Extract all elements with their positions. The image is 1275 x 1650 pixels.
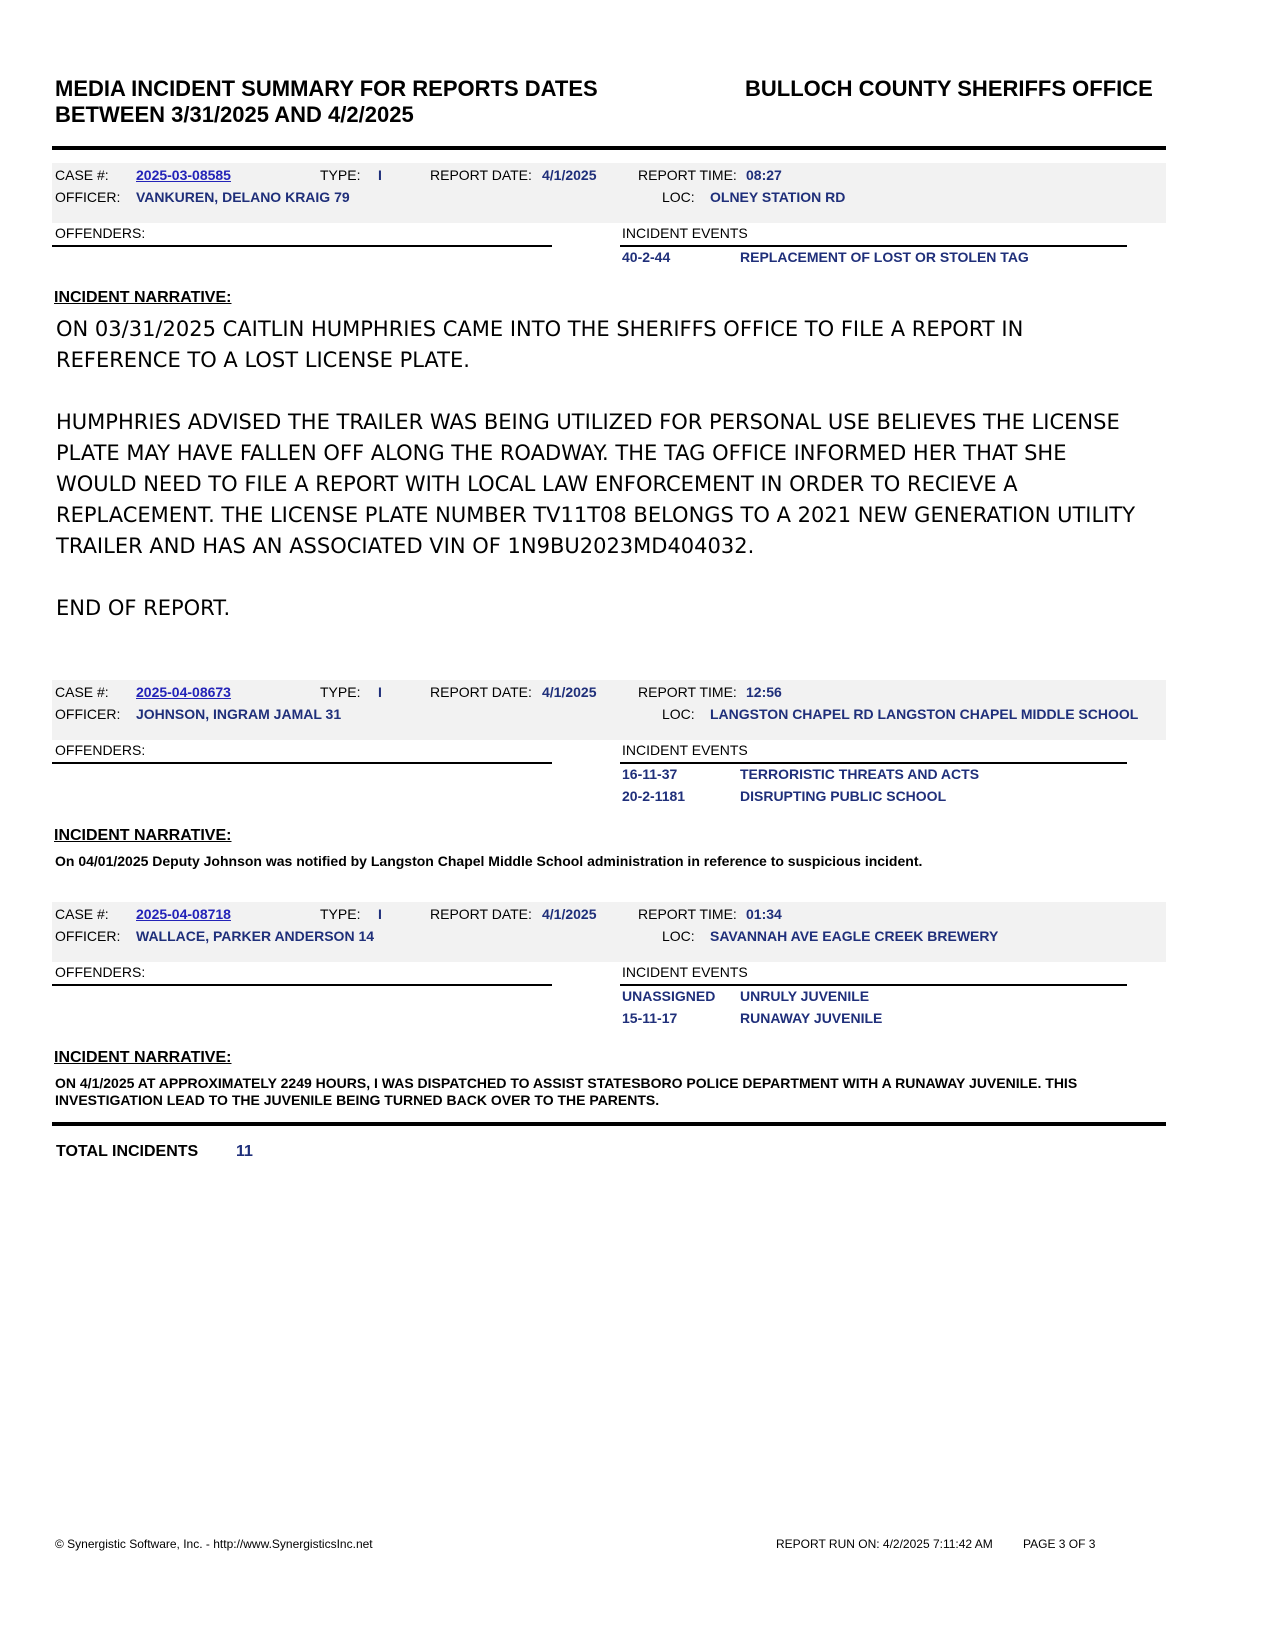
loc-label: LOC: <box>662 189 695 205</box>
loc-value: LANGSTON CHAPEL RD LANGSTON CHAPEL MIDDLE SCHOOL <box>710 706 1139 722</box>
case-number-link[interactable]: 2025-03-08585 <box>136 167 231 183</box>
event-description: TERRORISTIC THREATS AND ACTS <box>740 766 980 782</box>
event-description: REPLACEMENT OF LOST OR STOLEN TAG <box>740 249 1029 265</box>
event-row <box>52 766 1166 788</box>
case-block-1 <box>52 163 1166 271</box>
event-row <box>52 1010 1166 1032</box>
case-header-band <box>52 902 1166 962</box>
event-row <box>52 249 1166 271</box>
report-time-value: 12:56 <box>746 684 782 700</box>
type-label: TYPE: <box>320 684 361 700</box>
officer-label: OFFICER: <box>55 928 121 944</box>
loc-value: SAVANNAH AVE EAGLE CREEK BREWERY <box>710 928 999 944</box>
event-description: UNRULY JUVENILE <box>740 988 870 1004</box>
events-underline <box>620 762 1127 764</box>
total-incidents-label: TOTAL INCIDENTS <box>56 1143 199 1160</box>
events-list <box>52 988 1166 1032</box>
case-label: CASE #: <box>55 906 109 922</box>
loc-value: OLNEY STATION RD <box>710 189 846 205</box>
report-date-label: REPORT DATE: <box>430 684 532 700</box>
report-date-value: 4/1/2025 <box>542 167 597 183</box>
events-list <box>52 766 1166 810</box>
narrative-heading: INCIDENT NARRATIVE: <box>54 289 232 306</box>
type-label: TYPE: <box>320 906 361 922</box>
case-header-band <box>52 163 1166 223</box>
header-divider <box>52 146 1166 150</box>
incident-events-label: INCIDENT EVENTS <box>622 742 748 758</box>
event-row <box>52 988 1166 1010</box>
events-underline <box>620 984 1127 986</box>
footer-report-run: REPORT RUN ON: 4/2/2025 7:11:42 AM <box>776 1537 993 1551</box>
report-title: MEDIA INCIDENT SUMMARY FOR REPORTS DATES BETWEEN 3/31/2025 AND 4/2/2025 <box>55 76 598 127</box>
report-time-label: REPORT TIME: <box>638 167 737 183</box>
report-time-value: 01:34 <box>746 906 782 922</box>
report-time-label: REPORT TIME: <box>638 906 737 922</box>
case-label: CASE #: <box>55 167 109 183</box>
case-number-link[interactable]: 2025-04-08673 <box>136 684 231 700</box>
event-code: 16-11-37 <box>622 766 678 782</box>
case-block-3 <box>52 902 1166 1032</box>
event-code: 15-11-17 <box>622 1010 678 1026</box>
footer-page-number: PAGE 3 OF 3 <box>1023 1537 1096 1551</box>
event-code: 20-2-1181 <box>622 788 686 804</box>
type-label: TYPE: <box>320 167 361 183</box>
narrative-heading: INCIDENT NARRATIVE: <box>54 827 232 844</box>
type-value: I <box>378 906 382 922</box>
report-date-value: 4/1/2025 <box>542 684 597 700</box>
narrative-heading: INCIDENT NARRATIVE: <box>54 1049 232 1066</box>
events-list <box>52 249 1166 271</box>
report-time-label: REPORT TIME: <box>638 684 737 700</box>
offenders-events-header <box>52 223 1166 243</box>
case-header-band <box>52 680 1166 740</box>
officer-label: OFFICER: <box>55 706 121 722</box>
type-value: I <box>378 167 382 183</box>
narrative-text: On 04/01/2025 Deputy Johnson was notified by Langston Chapel Middle School administration in reference to suspicious incident. <box>55 853 923 869</box>
event-description: DISRUPTING PUBLIC SCHOOL <box>740 788 947 804</box>
report-date-label: REPORT DATE: <box>430 167 532 183</box>
incident-events-label: INCIDENT EVENTS <box>622 225 748 241</box>
narrative-text: ON 03/31/2025 CAITLIN HUMPHRIES CAME INTO THE SHERIFFS OFFICE TO FILE A REPORT IN REFERENCE TO A LOST LICENSE PLATE. HUMPHRIES ADVISED THE TRAILER WAS BEING UTILIZED FOR PERSONAL USE BELIEVES THE LICENSE PLATE MAY HAVE FALLEN OFF ALONG THE ROADWAY. THE TAG OFFICE INFORMED HER THAT SHE WOULD NEED TO FILE A REPORT WITH LOCAL LAW ENFORCEMENT IN ORDER TO RECIEVE A REPLACEMENT. THE LICENSE PLATE NUMBER TV11T08 BELONGS TO A 2021 NEW GENERATION UTILITY TRAILER AND HAS AN ASSOCIATED VIN OF 1N9BU2023MD404032. END OF REPORT. <box>56 317 1136 620</box>
officer-label: OFFICER: <box>55 189 121 205</box>
total-incidents-value: 11 <box>236 1143 253 1160</box>
offenders-underline <box>52 245 552 247</box>
offenders-events-header <box>52 740 1166 760</box>
incident-events-label: INCIDENT EVENTS <box>622 964 748 980</box>
offenders-label: OFFENDERS: <box>55 964 146 980</box>
case-number-link[interactable]: 2025-04-08718 <box>136 906 231 922</box>
case-label: CASE #: <box>55 684 109 700</box>
offenders-label: OFFENDERS: <box>55 742 146 758</box>
type-value: I <box>378 684 382 700</box>
event-code: UNASSIGNED <box>622 988 716 1004</box>
report-date-label: REPORT DATE: <box>430 906 532 922</box>
agency-name: BULLOCH COUNTY SHERIFFS OFFICE <box>745 76 1153 101</box>
loc-label: LOC: <box>662 706 695 722</box>
narrative-text: ON 4/1/2025 AT APPROXIMATELY 2249 HOURS, I WAS DISPATCHED TO ASSIST STATESBORO POLICE DEPARTMENT WITH A RUNAWAY JUVENILE. THIS INVESTIGATION LEAD TO THE JUVENILE BEING TURNED BACK OVER TO THE PARENTS. <box>55 1075 1078 1108</box>
offenders-underline <box>52 762 552 764</box>
case-block-2 <box>52 680 1166 810</box>
report-time-value: 08:27 <box>746 167 782 183</box>
offenders-events-header <box>52 962 1166 982</box>
offenders-underline <box>52 984 552 986</box>
footer-copyright: © Synergistic Software, Inc. - http://www.SynergisticsInc.net <box>55 1537 373 1551</box>
event-description: RUNAWAY JUVENILE <box>740 1010 883 1026</box>
loc-label: LOC: <box>662 928 695 944</box>
report-date-value: 4/1/2025 <box>542 906 597 922</box>
event-code: 40-2-44 <box>622 249 671 265</box>
totals-divider <box>52 1122 1166 1126</box>
offenders-label: OFFENDERS: <box>55 225 146 241</box>
events-underline <box>620 245 1127 247</box>
event-row <box>52 788 1166 810</box>
officer-value: JOHNSON, INGRAM JAMAL 31 <box>136 706 342 722</box>
officer-value: VANKUREN, DELANO KRAIG 79 <box>136 189 350 205</box>
officer-value: WALLACE, PARKER ANDERSON 14 <box>136 928 375 944</box>
